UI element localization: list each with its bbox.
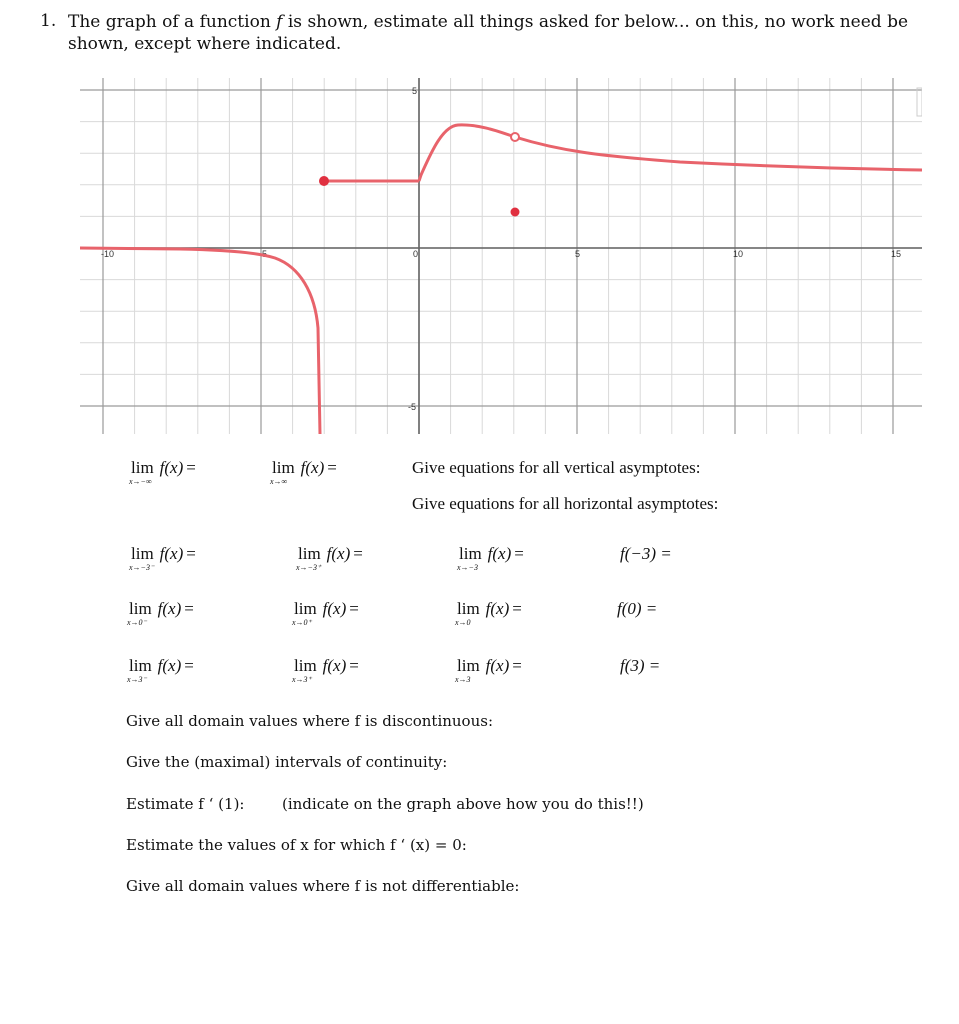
open-dot-3 <box>511 133 519 141</box>
value-f-3: f(3) = <box>620 656 661 675</box>
horizontal-asymptotes-prompt: Give equations for all horizontal asymptotes: <box>412 494 719 513</box>
limit-neg-infinity: lim x→−∞ f(x) = <box>129 458 196 486</box>
x-tick-label: -5 <box>259 249 268 259</box>
zero-derivative-prompt: Estimate the values of x for which f ‘ (x) = 0: <box>126 836 467 854</box>
scroll-handle[interactable] <box>917 88 922 116</box>
value-f-neg3: f(−3) = <box>620 544 672 563</box>
estimate-derivative-prompt: Estimate f ‘ (1): <box>126 795 245 813</box>
x-tick-label: 0 <box>413 249 419 259</box>
x-tick-label: 5 <box>575 249 581 259</box>
limit-0: lim x→0 f(x) = <box>455 599 522 627</box>
y-tick-label: -5 <box>408 402 417 412</box>
question-number: 1. <box>40 11 57 31</box>
limit-0-left: lim x→0⁻ f(x) = <box>127 599 194 627</box>
y-tick-label: 5 <box>412 86 418 96</box>
not-differentiable-prompt: Give all domain values where f is not differentiable: <box>126 877 520 895</box>
value-f-0: f(0) = <box>617 599 658 618</box>
x-tick-label: 15 <box>891 249 902 259</box>
isolated-dot-3 <box>511 208 520 217</box>
limit-neg3-left: lim x→−3⁻ f(x) = <box>129 544 196 572</box>
closed-dot-neg3 <box>319 176 329 186</box>
limit-neg3: lim x→−3 f(x) = <box>457 544 524 572</box>
vertical-asymptotes-prompt: Give equations for all vertical asymptotes: <box>412 458 701 477</box>
discontinuous-prompt: Give all domain values where f is discontinuous: <box>126 712 494 730</box>
question-text: The graph of a function f is shown, estimate all things asked for below... on this, no work need be shown, except where indicated. <box>68 12 909 54</box>
function-graph <box>80 78 922 434</box>
x-tick-label: 10 <box>733 249 744 259</box>
limit-3: lim x→3 f(x) = <box>455 656 522 684</box>
intervals-prompt: Give the (maximal) intervals of continuity: <box>126 753 448 771</box>
limit-neg3-right: lim x→−3⁺ f(x) = <box>296 544 363 572</box>
limit-0-right: lim x→0⁺ f(x) = <box>292 599 359 627</box>
indicate-note: (indicate on the graph above how you do this!!) <box>282 795 644 813</box>
limit-pos-infinity: lim x→∞ f(x) = <box>270 458 337 486</box>
limit-3-left: lim x→3⁻ f(x) = <box>127 656 194 684</box>
limit-3-right: lim x→3⁺ f(x) = <box>292 656 359 684</box>
x-tick-label: -10 <box>101 249 115 259</box>
